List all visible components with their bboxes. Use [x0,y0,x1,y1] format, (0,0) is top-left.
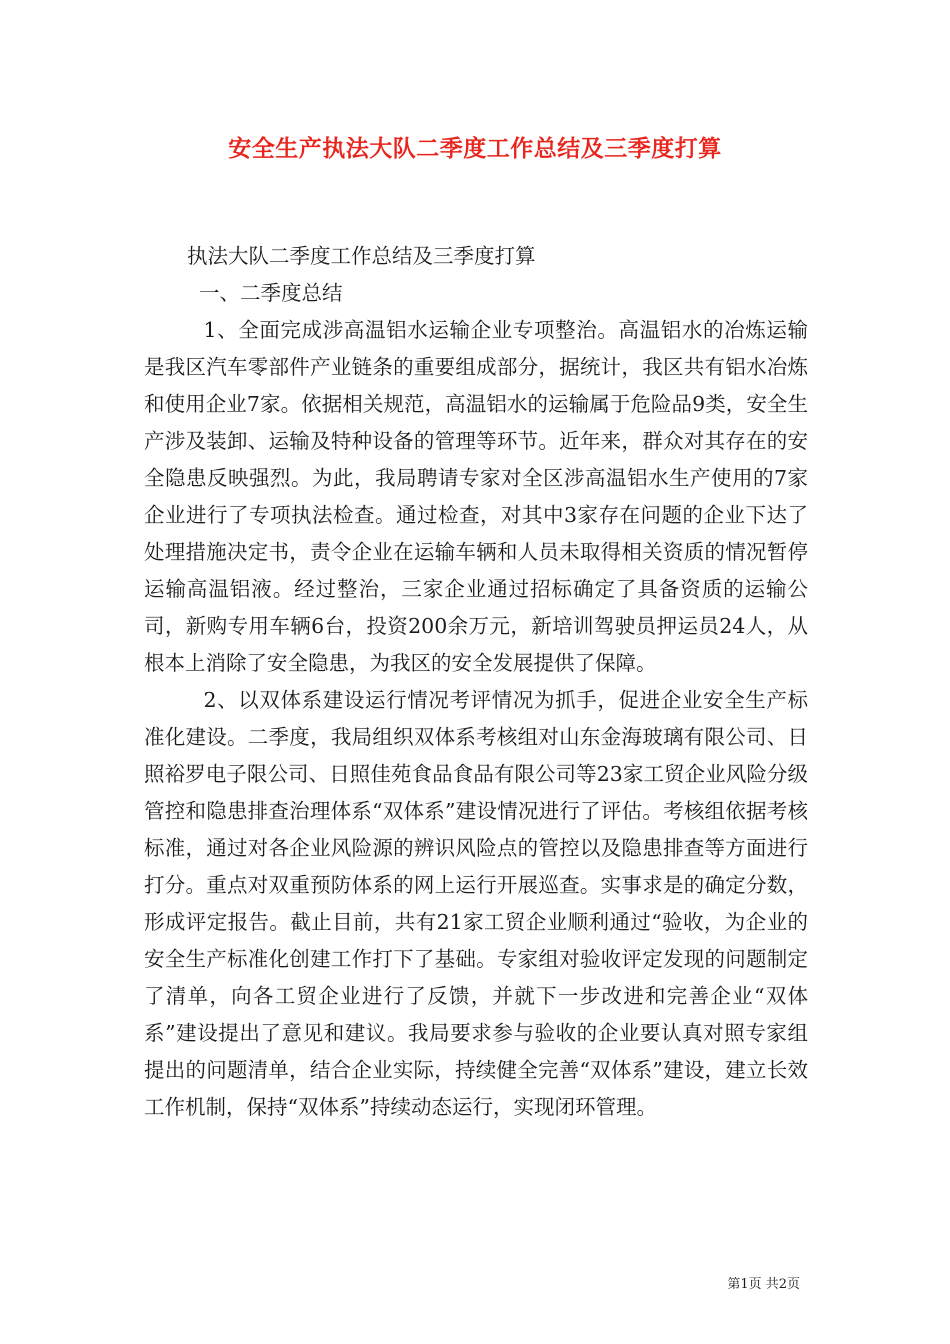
paragraph-1: 1、全面完成涉高温铝水运输企业专项整治。高温铝水的冶炼运输是我区汽车零部件产业链条的重要组成部分，据统计，我区共有铝水冶炼和使用企业7家。依据相关规范，高温铝水的运输属于危险品9类，安全生产涉及装卸、运输及特种设备的管理等环节。近年来，群众对其存在的安全隐患反映强烈。为此，我局聘请专家对全区涉高温铝水生产使用的7家企业进行了专项执法检查。通过检查，对其中3家存在问题的企业下达了处理措施决定书，责令企业在运输车辆和人员未取得相关资质的情况暂停运输高温铝液。经过整治，三家企业通过招标确定了具备资质的运输公司，新购专用车辆6台，投资200余万元，新培训驾驶员押运员24人，从根本上消除了安全隐患，为我区的安全发展提供了保障。 [144,318,808,675]
paragraph-2: 2、以双体系建设运行情况考评情况为抓手，促进企业安全生产标准化建设。二季度，我局组织双体系考核组对山东金海玻璃有限公司、日照裕罗电子限公司、日照佳苑食品食品有限公司等23家工贸企业风险分级管控和隐患排查治理体系“双体系”建设情况进行了评估。考核组依据考核标准，通过对各企业风险源的辨识风险点的管控以及隐患排查等方面进行打分。重点对双重预防体系的网上运行开展巡查。实事求是的确定分数，形成评定报告。截止目前，共有21家工贸企业顺利通过“验收，为企业的安全生产标准化创建工作打下了基础。专家组对验收评定发现的问题制定了清单，向各工贸企业进行了反馈，并就下一步改进和完善企业“双体系”建设提出了意见和建议。我局要求参与验收的企业要认真对照专家组提出的问题清单，结合企业实际，持续健全完善“双体系”建设，建立长效工作机制，保持“双体系”持续动态运行，实现闭环管理。 [144,688,808,1119]
section-heading: 一、二季度总结 [199,281,343,305]
document-subtitle: 执法大队二季度工作总结及三季度打算 [187,244,536,268]
document-title: 安全生产执法大队二季度工作总结及三季度打算 [228,135,722,162]
page-number-footer: 第1页 共2页 [727,1277,800,1292]
document-body [144,238,808,1126]
